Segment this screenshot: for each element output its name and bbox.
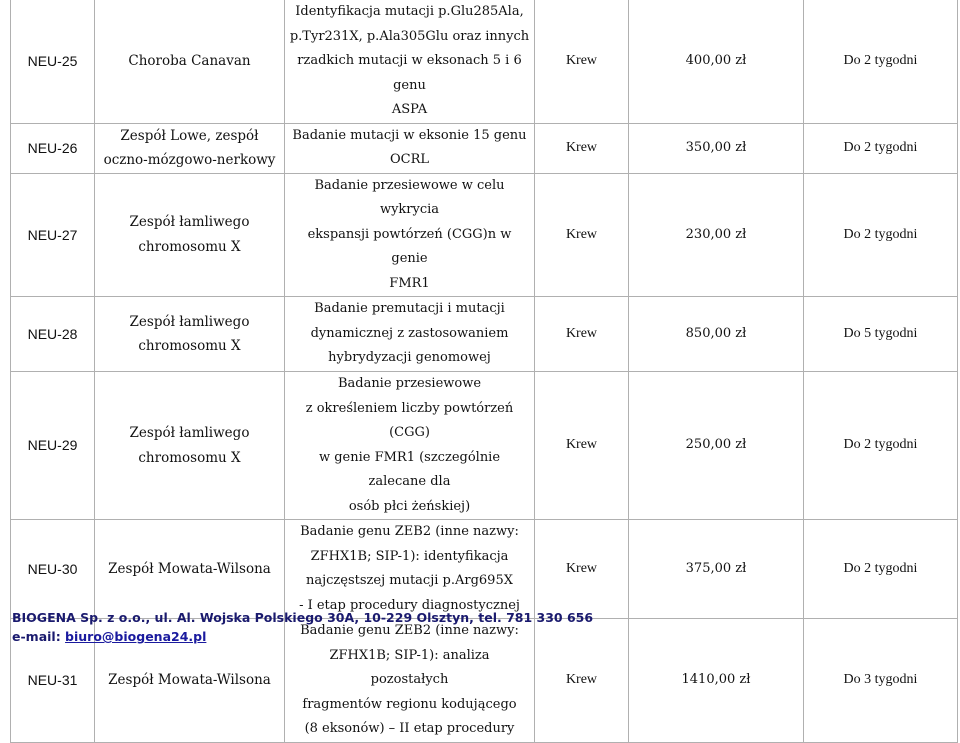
- desc-line: dynamicznej z zastosowaniem: [310, 325, 509, 341]
- contact-email-line: [12, 627, 593, 646]
- name-line: Zespół łamliwego: [129, 425, 250, 441]
- desc-line: ZFHX1B; SIP-1): analiza pozostałych: [329, 647, 490, 687]
- sample-material: Krew: [535, 372, 629, 520]
- turnaround-time: Do 2 tygodni: [804, 123, 958, 173]
- table-row: [11, 173, 958, 297]
- disease-name: [95, 0, 285, 123]
- test-description: [285, 123, 535, 173]
- table-row: [11, 520, 958, 619]
- name-line: Zespół łamliwego: [129, 214, 250, 231]
- test-price: 350,00 zł: [629, 123, 804, 173]
- desc-line: najczęstszej mutacji p.Arg695X: [306, 573, 513, 588]
- sample-material: Krew: [535, 123, 629, 173]
- name-line: Choroba Canavan: [128, 53, 251, 69]
- name-line: Zespół Mowata-Wilsona: [108, 560, 271, 577]
- email-label: e-mail:: [12, 629, 66, 644]
- desc-line: rzadkich mutacji w eksonach 5 i 6 genu: [297, 53, 522, 93]
- desc-line: w genie FMR1 (szczególnie zalecane dla: [318, 449, 501, 489]
- test-code: NEU-29: [11, 372, 95, 520]
- desc-line: (8 eksonów) – II etap procedury: [304, 721, 515, 736]
- test-description: [285, 372, 535, 520]
- turnaround-time: Do 5 tygodni: [804, 297, 958, 372]
- desc-line: ZFHX1B; SIP-1): identyfikacja: [310, 548, 509, 564]
- disease-name: [95, 520, 285, 619]
- name-line: Zespół Mowata-Wilsona: [108, 672, 271, 688]
- turnaround-time: Do 2 tygodni: [804, 372, 958, 520]
- test-code: NEU-27: [11, 173, 95, 297]
- test-code: NEU-31: [11, 619, 95, 743]
- table-row: [11, 372, 958, 520]
- disease-name: [95, 123, 285, 173]
- table-row: [11, 123, 958, 173]
- test-code: NEU-25: [11, 0, 95, 123]
- name-line: chromosomu X: [138, 449, 241, 466]
- desc-line: Badanie premutacji i mutacji: [314, 301, 505, 317]
- test-code: NEU-30: [11, 520, 95, 619]
- test-description: [285, 297, 535, 372]
- desc-line: ASPA: [391, 102, 428, 117]
- test-price: 250,00 zł: [629, 372, 804, 520]
- desc-line: FMR1: [389, 275, 430, 291]
- desc-line: - I etap procedury diagnostycznej: [299, 597, 520, 613]
- desc-line: p.Tyr231X, p.Ala305Glu oraz innych: [289, 28, 530, 44]
- disease-name: [95, 173, 285, 297]
- name-line: chromosomu X: [138, 338, 241, 354]
- name-line: oczno-mózgowo-nerkowy: [103, 152, 276, 168]
- sample-material: Krew: [535, 0, 629, 123]
- test-description: [285, 173, 535, 297]
- test-price: 400,00 zł: [629, 0, 804, 123]
- test-code: NEU-26: [11, 123, 95, 173]
- test-price: 850,00 zł: [629, 297, 804, 372]
- desc-line: Identyfikacja mutacji p.Glu285Ala,: [295, 4, 524, 19]
- desc-line: Badanie genu ZEB2 (inne nazwy:: [300, 524, 519, 539]
- test-description: [285, 0, 535, 123]
- desc-line: Badanie przesiewowe: [337, 376, 482, 391]
- test-description: [285, 520, 535, 619]
- desc-line: osób płci żeńskiej): [348, 498, 471, 514]
- turnaround-time: Do 2 tygodni: [804, 520, 958, 619]
- company-footer: [12, 608, 593, 646]
- email-link[interactable]: biuro@biogena24.pl: [65, 629, 207, 644]
- sample-material: Krew: [535, 297, 629, 372]
- desc-line: Badanie mutacji w eksonie 15 genu OCRL: [292, 127, 527, 167]
- sample-material: Krew: [535, 173, 629, 297]
- desc-line: fragmentów regionu kodującego: [302, 696, 517, 712]
- turnaround-time: Do 2 tygodni: [804, 0, 958, 123]
- table-row: [11, 0, 958, 123]
- turnaround-time: Do 2 tygodni: [804, 173, 958, 297]
- test-price: 230,00 zł: [629, 173, 804, 297]
- disease-name: [95, 372, 285, 520]
- desc-line: z określeniem liczby powtórzeń (CGG): [305, 400, 514, 440]
- sample-material: Krew: [535, 619, 629, 743]
- desc-line: ekspansji powtórzeń (CGG)n w genie: [307, 226, 512, 266]
- disease-name: [95, 297, 285, 372]
- sample-material: Krew: [535, 520, 629, 619]
- desc-line: hybrydyzacji genomowej: [328, 350, 491, 366]
- name-line: Zespół Lowe, zespół: [120, 127, 259, 144]
- desc-line: Badanie genu ZEB2 (inne nazwy:: [300, 623, 519, 638]
- test-code: NEU-28: [11, 297, 95, 372]
- table-row: [11, 297, 958, 372]
- desc-line: Badanie przesiewowe w celu wykrycia: [314, 177, 505, 217]
- name-line: chromosomu X: [138, 238, 241, 255]
- test-price: 1410,00 zł: [629, 619, 804, 743]
- test-price: 375,00 zł: [629, 520, 804, 619]
- company-address: BIOGENA Sp. z o.o., ul. Al. Wojska Polskiego 30A, 10-229 Olsztyn, tel. 781 330 656: [12, 610, 594, 625]
- turnaround-time: Do 3 tygodni: [804, 619, 958, 743]
- name-line: Zespół łamliwego: [129, 313, 250, 330]
